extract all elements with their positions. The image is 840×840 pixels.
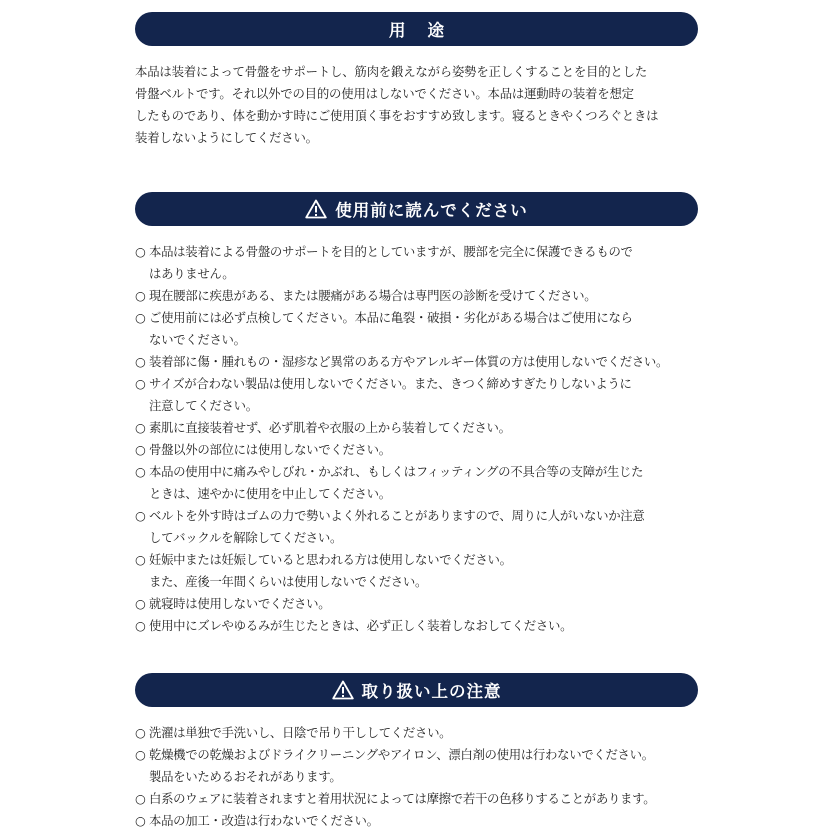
circle-bullet-icon: ○ (135, 552, 146, 567)
circle-bullet-icon: ○ (135, 508, 146, 523)
list-item-text: 骨盤以外の部位には使用しないでください。 (149, 442, 391, 457)
list-item-text: してバックルを解除してください。 (149, 530, 343, 545)
list-item (135, 549, 715, 593)
circle-bullet-icon: ○ (135, 442, 146, 457)
list-item-text: 使用中にズレやゆるみが生じたときは、必ず正しく装着しなおしてください。 (149, 618, 573, 633)
list-item (135, 351, 715, 373)
circle-bullet-icon: ○ (135, 464, 146, 479)
purpose-line: 本品は装着によって骨盤をサポートし、筋肉を鍛えながら姿勢を正しくすることを目的とした (135, 64, 648, 79)
list-item (135, 505, 715, 549)
list-item-text: ときは、速やかに使用を中止してください。 (149, 486, 391, 501)
before-use-list (135, 241, 715, 637)
before-use-title: 使用前に読んでください (335, 201, 528, 220)
list-item-text: ベルトを外す時はゴムの力で勢いよく外れることがありますので、周りに人がいないか注意 (149, 508, 645, 523)
list-item-text: 洗濯は単独で手洗いし、日陰で吊り干ししてください。 (149, 725, 452, 740)
list-item (135, 417, 715, 439)
handling-list (135, 722, 715, 832)
purpose-line: したものであり、体を動かす時にご使用頂く事をおすすめ致します。寝るときやくつろぐときは (135, 108, 659, 123)
list-item-text: 現在腰部に疾患がある、または腰痛がある場合は専門医の診断を受けてください。 (149, 288, 597, 303)
before-use-header (135, 192, 698, 226)
list-item-text: 本品の加工・改造は行わないでください。 (149, 813, 379, 828)
circle-bullet-icon: ○ (135, 596, 146, 611)
list-item (135, 593, 715, 615)
handling-header (135, 673, 698, 707)
list-item-text: 就寝時は使用しないでください。 (149, 596, 331, 611)
list-item (135, 439, 715, 461)
purpose-paragraph (135, 61, 705, 149)
circle-bullet-icon: ○ (135, 420, 146, 435)
list-item (135, 373, 715, 417)
list-item-text: ないでください。 (149, 332, 246, 347)
circle-bullet-icon: ○ (135, 354, 146, 369)
list-item-text: 白系のウェアに装着されますと着用状況によっては摩擦で若干の色移りすることがあります。 (149, 791, 656, 806)
circle-bullet-icon: ○ (135, 618, 146, 633)
list-item-text: また、産後一年間くらいは使用しないでください。 (149, 574, 428, 589)
list-item-text: 本品の使用中に痛みやしびれ・かぶれ、もしくはフィッティングの不具合等の支障が生じた (149, 464, 644, 479)
list-item (135, 615, 715, 637)
circle-bullet-icon: ○ (135, 288, 146, 303)
handling-title: 取り扱い上の注意 (361, 682, 502, 701)
list-item-text: 乾燥機での乾燥およびドライクリーニングやアイロン、漂白剤の使用は行わないでください。 (149, 747, 654, 762)
list-item-text: 製品をいためるおそれがあります。 (149, 769, 342, 784)
circle-bullet-icon: ○ (135, 376, 146, 391)
warning-triangle-icon (305, 199, 327, 219)
list-item-text: ご使用前には必ず点検してください。本品に亀裂・破損・劣化がある場合はご使用になら (149, 310, 633, 325)
list-item (135, 285, 715, 307)
list-item (135, 788, 715, 810)
list-item-text: 素肌に直接装着せず、必ず肌着や衣服の上から装着してください。 (149, 420, 511, 435)
purpose-header (135, 12, 698, 46)
circle-bullet-icon: ○ (135, 725, 146, 740)
list-item-text: 装着部に傷・腫れもの・湿疹など異常のある方やアレルギー体質の方は使用しないでください。 (149, 354, 669, 369)
list-item (135, 744, 715, 788)
list-item (135, 461, 715, 505)
circle-bullet-icon: ○ (135, 791, 146, 806)
circle-bullet-icon: ○ (135, 813, 146, 828)
warning-triangle-icon (332, 680, 354, 700)
circle-bullet-icon: ○ (135, 747, 146, 762)
list-item-text: 本品は装着による骨盤のサポートを目的としていますが、腰部を完全に保護できるもので (149, 244, 633, 259)
circle-bullet-icon: ○ (135, 310, 146, 325)
list-item-text: サイズが合わない製品は使用しないでください。また、きつく締めすぎたりしないように (149, 376, 632, 391)
list-item-text: 注意してください。 (149, 398, 258, 413)
purpose-line: 骨盤ベルトです。それ以外での目的の使用はしないでください。本品は運動時の装着を想定 (135, 86, 634, 101)
list-item (135, 810, 715, 832)
purpose-title: 用途 (389, 21, 466, 40)
list-item-text: 妊娠中または妊娠していると思われる方は使用しないでください。 (149, 552, 512, 567)
circle-bullet-icon: ○ (135, 244, 146, 259)
list-item (135, 241, 715, 285)
list-item (135, 307, 715, 351)
list-item (135, 722, 715, 744)
list-item-text: はありません。 (149, 266, 235, 281)
purpose-line: 装着しないようにしてください。 (135, 130, 318, 145)
